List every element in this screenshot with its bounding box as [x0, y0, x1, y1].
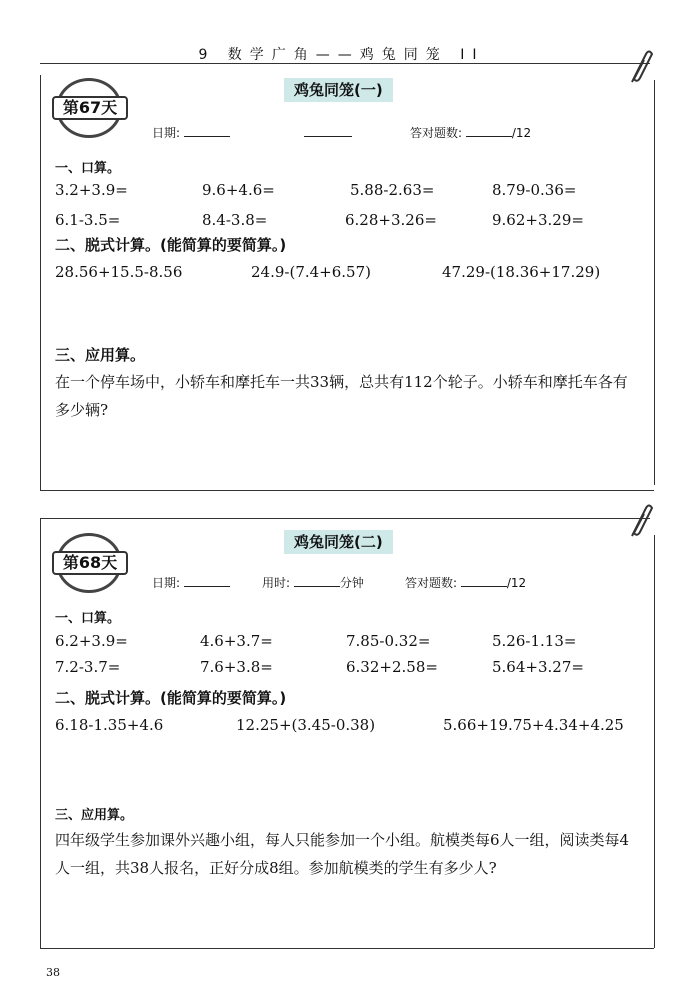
oral-question: 7.2-3.7= — [55, 658, 121, 676]
oral-question: 3.2+3.9= — [55, 181, 128, 199]
oral-question: 4.6+3.7= — [200, 632, 273, 650]
header-rule — [40, 63, 650, 64]
frame-right — [654, 80, 655, 485]
calc-question: 6.18-1.35+4.6 — [55, 716, 164, 734]
day-badge: 第68天 — [52, 533, 128, 593]
oral-question: 8.4-3.8= — [202, 211, 268, 229]
page-header: 9 数学广角——鸡兔同笼 II — [198, 47, 485, 63]
paperclip-icon — [624, 502, 654, 542]
score-field: 答对题数: /12 — [410, 126, 532, 140]
oral-question: 6.32+2.58= — [346, 658, 438, 676]
day-badge: 第67天 — [52, 78, 128, 138]
date-field: 日期: — [152, 574, 230, 591]
section-title: 鸡兔同笼(二) — [284, 530, 393, 554]
score-field: 答对题数: /12 — [405, 576, 527, 590]
oral-question: 6.1-3.5= — [55, 211, 121, 229]
frame-bottom — [40, 948, 654, 949]
frame-top — [40, 518, 650, 519]
calc-question: 24.9-(7.4+6.57) — [251, 263, 371, 281]
oral-question: 5.64+3.27= — [492, 658, 584, 676]
app-problem: 四年级学生参加课外兴趣小组，每人只能参加一个小组。航模类每6人一组，阅读类每4人一组，共38人报名，正好分成8组。参加航模类的学生有多少人? — [55, 831, 630, 877]
oral-question: 7.6+3.8= — [200, 658, 273, 676]
oral-question: 6.2+3.9= — [55, 632, 128, 650]
date-field: 日期: — [152, 124, 230, 141]
paperclip-icon — [624, 48, 654, 88]
blank-field — [304, 124, 352, 140]
oral-question: 9.6+4.6= — [202, 181, 275, 199]
page-number: 38 — [46, 966, 60, 979]
calc-heading: 二、脱式计算。(能简算的要简算。) — [55, 689, 287, 707]
section-title: 鸡兔同笼(一) — [284, 78, 393, 102]
app-heading: 三、应用算。 — [55, 808, 134, 823]
oral-question: 6.28+3.26= — [345, 211, 437, 229]
oral-question: 8.79-0.36= — [492, 181, 577, 199]
oral-question: 9.62+3.29= — [492, 211, 584, 229]
oral-heading: 一、口算。 — [55, 161, 121, 176]
frame-right — [654, 535, 655, 948]
app-heading: 三、应用算。 — [55, 346, 146, 364]
calc-question: 28.56+15.5-8.56 — [55, 263, 183, 281]
oral-question: 5.88-2.63= — [350, 181, 435, 199]
oral-question: 7.85-0.32= — [346, 632, 431, 650]
oral-question: 5.26-1.13= — [492, 632, 577, 650]
calc-question: 12.25+(3.45-0.38) — [236, 716, 376, 734]
calc-question: 47.29-(18.36+17.29) — [442, 263, 601, 281]
calc-question: 5.66+19.75+4.34+4.25 — [443, 716, 624, 734]
time-field: 用时: 分钟 — [262, 576, 364, 590]
app-problem: 在一个停车场中，小轿车和摩托车一共33辆，总共有112个轮子。小轿车和摩托车各有多少辆? — [55, 373, 628, 419]
oral-heading: 一、口算。 — [55, 611, 121, 626]
frame-bottom — [40, 490, 654, 491]
calc-heading: 二、脱式计算。(能简算的要简算。) — [55, 236, 287, 254]
frame-left — [40, 75, 41, 490]
frame-left — [40, 518, 41, 948]
